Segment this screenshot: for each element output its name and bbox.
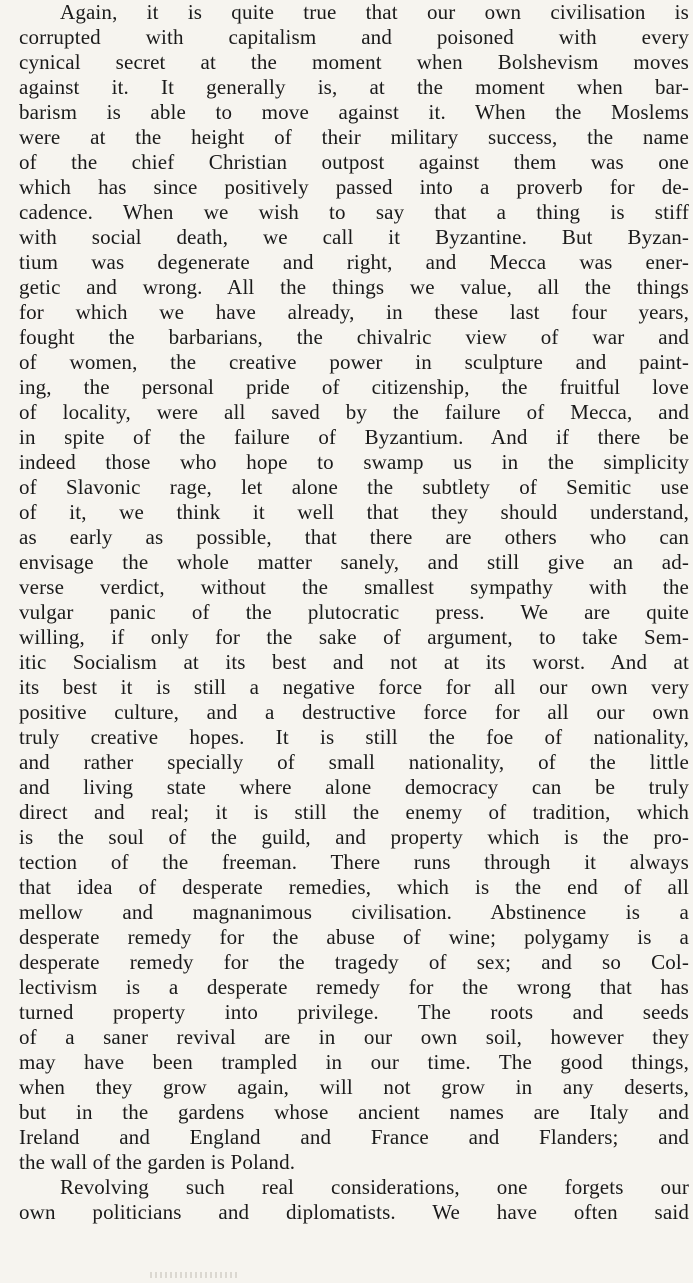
text-line: indeed those who hope to swamp us in the simplicity bbox=[19, 450, 689, 474]
text-line: cynical secret at the moment when Bolshevism moves bbox=[19, 50, 689, 74]
text-line: corrupted with capitalism and poisoned with every bbox=[19, 25, 689, 49]
paragraph-1 bbox=[19, 0, 689, 1175]
text-line: vulgar panic of the plutocratic press. We are quite bbox=[19, 600, 689, 624]
text-line: with social death, we call it Byzantine. But Byzan- bbox=[19, 225, 689, 249]
text-line: mellow and magnanimous civilisation. Abstinence is a bbox=[19, 900, 689, 924]
text-line: as early as possible, that there are others who can bbox=[19, 525, 689, 549]
text-line: turned property into privilege. The roots and seeds bbox=[19, 1000, 689, 1024]
text-line: Revolving such real considerations, one forgets our bbox=[60, 1175, 689, 1199]
text-line: envisage the whole matter sanely, and still give an ad- bbox=[19, 550, 689, 574]
text-line: of locality, were all saved by the failure of Mecca, and bbox=[19, 400, 689, 424]
text-line: direct and real; it is still the enemy of tradition, which bbox=[19, 800, 689, 824]
text-line: desperate remedy for the abuse of wine; polygamy is a bbox=[19, 925, 689, 949]
text-line: against it. It generally is, at the moment when bar- bbox=[19, 75, 689, 99]
text-line: truly creative hopes. It is still the foe of nationality, bbox=[19, 725, 689, 749]
text-line: were at the height of their military success, the name bbox=[19, 125, 689, 149]
text-line: tium was degenerate and right, and Mecca was ener- bbox=[19, 250, 689, 274]
print-specks bbox=[150, 1272, 240, 1278]
text-line: lectivism is a desperate remedy for the wrong that has bbox=[19, 975, 689, 999]
text-line: cadence. When we wish to say that a thing is stiff bbox=[19, 200, 689, 224]
text-line: ing, the personal pride of citizenship, the fruitful love bbox=[19, 375, 689, 399]
text-line: verse verdict, without the smallest sympathy with the bbox=[19, 575, 689, 599]
text-line: the wall of the garden is Poland. bbox=[19, 1150, 296, 1174]
text-line: which has since positively passed into a proverb for de- bbox=[19, 175, 689, 199]
text-line: fought the barbarians, the chivalric view of war and bbox=[19, 325, 689, 349]
paragraph-2 bbox=[19, 1175, 689, 1225]
text-line: getic and wrong. All the things we value, all the things bbox=[19, 275, 689, 299]
text-line: that idea of desperate remedies, which is the end of all bbox=[19, 875, 689, 899]
text-line: and living state where alone democracy can be truly bbox=[19, 775, 689, 799]
text-line: desperate remedy for the tragedy of sex; and so Col- bbox=[19, 950, 689, 974]
text-line: of a saner revival are in our own soil, however they bbox=[19, 1025, 689, 1049]
text-line: willing, if only for the sake of argument, to take Sem- bbox=[19, 625, 689, 649]
text-line: barism is able to move against it. When the Moslems bbox=[19, 100, 689, 124]
text-line: its best it is still a negative force for all our own very bbox=[19, 675, 689, 699]
text-line: Ireland and England and France and Flanders; and bbox=[19, 1125, 689, 1149]
text-line: but in the gardens whose ancient names are Italy and bbox=[19, 1100, 689, 1124]
text-line: own politicians and diplomatists. We have often said bbox=[19, 1200, 689, 1224]
text-line: is the soul of the guild, and property which is the pro- bbox=[19, 825, 689, 849]
text-line: of the chief Christian outpost against them was one bbox=[19, 150, 689, 174]
text-line: tection of the freeman. There runs through it always bbox=[19, 850, 689, 874]
text-line: of Slavonic rage, let alone the subtlety of Semitic use bbox=[19, 475, 689, 499]
text-line: and rather specially of small nationality, of the little bbox=[19, 750, 689, 774]
text-line: Again, it is quite true that our own civilisation is bbox=[60, 0, 689, 24]
text-line: in spite of the failure of Byzantium. And if there be bbox=[19, 425, 689, 449]
text-line: positive culture, and a destructive force for all our own bbox=[19, 700, 689, 724]
text-line: for which we have already, in these last four years, bbox=[19, 300, 689, 324]
text-line: may have been trampled in our time. The good things, bbox=[19, 1050, 689, 1074]
text-line: itic Socialism at its best and not at its worst. And at bbox=[19, 650, 689, 674]
text-line: when they grow again, will not grow in any deserts, bbox=[19, 1075, 689, 1099]
text-line: of women, the creative power in sculpture and paint- bbox=[19, 350, 689, 374]
text-line: of it, we think it well that they should understand, bbox=[19, 500, 689, 524]
